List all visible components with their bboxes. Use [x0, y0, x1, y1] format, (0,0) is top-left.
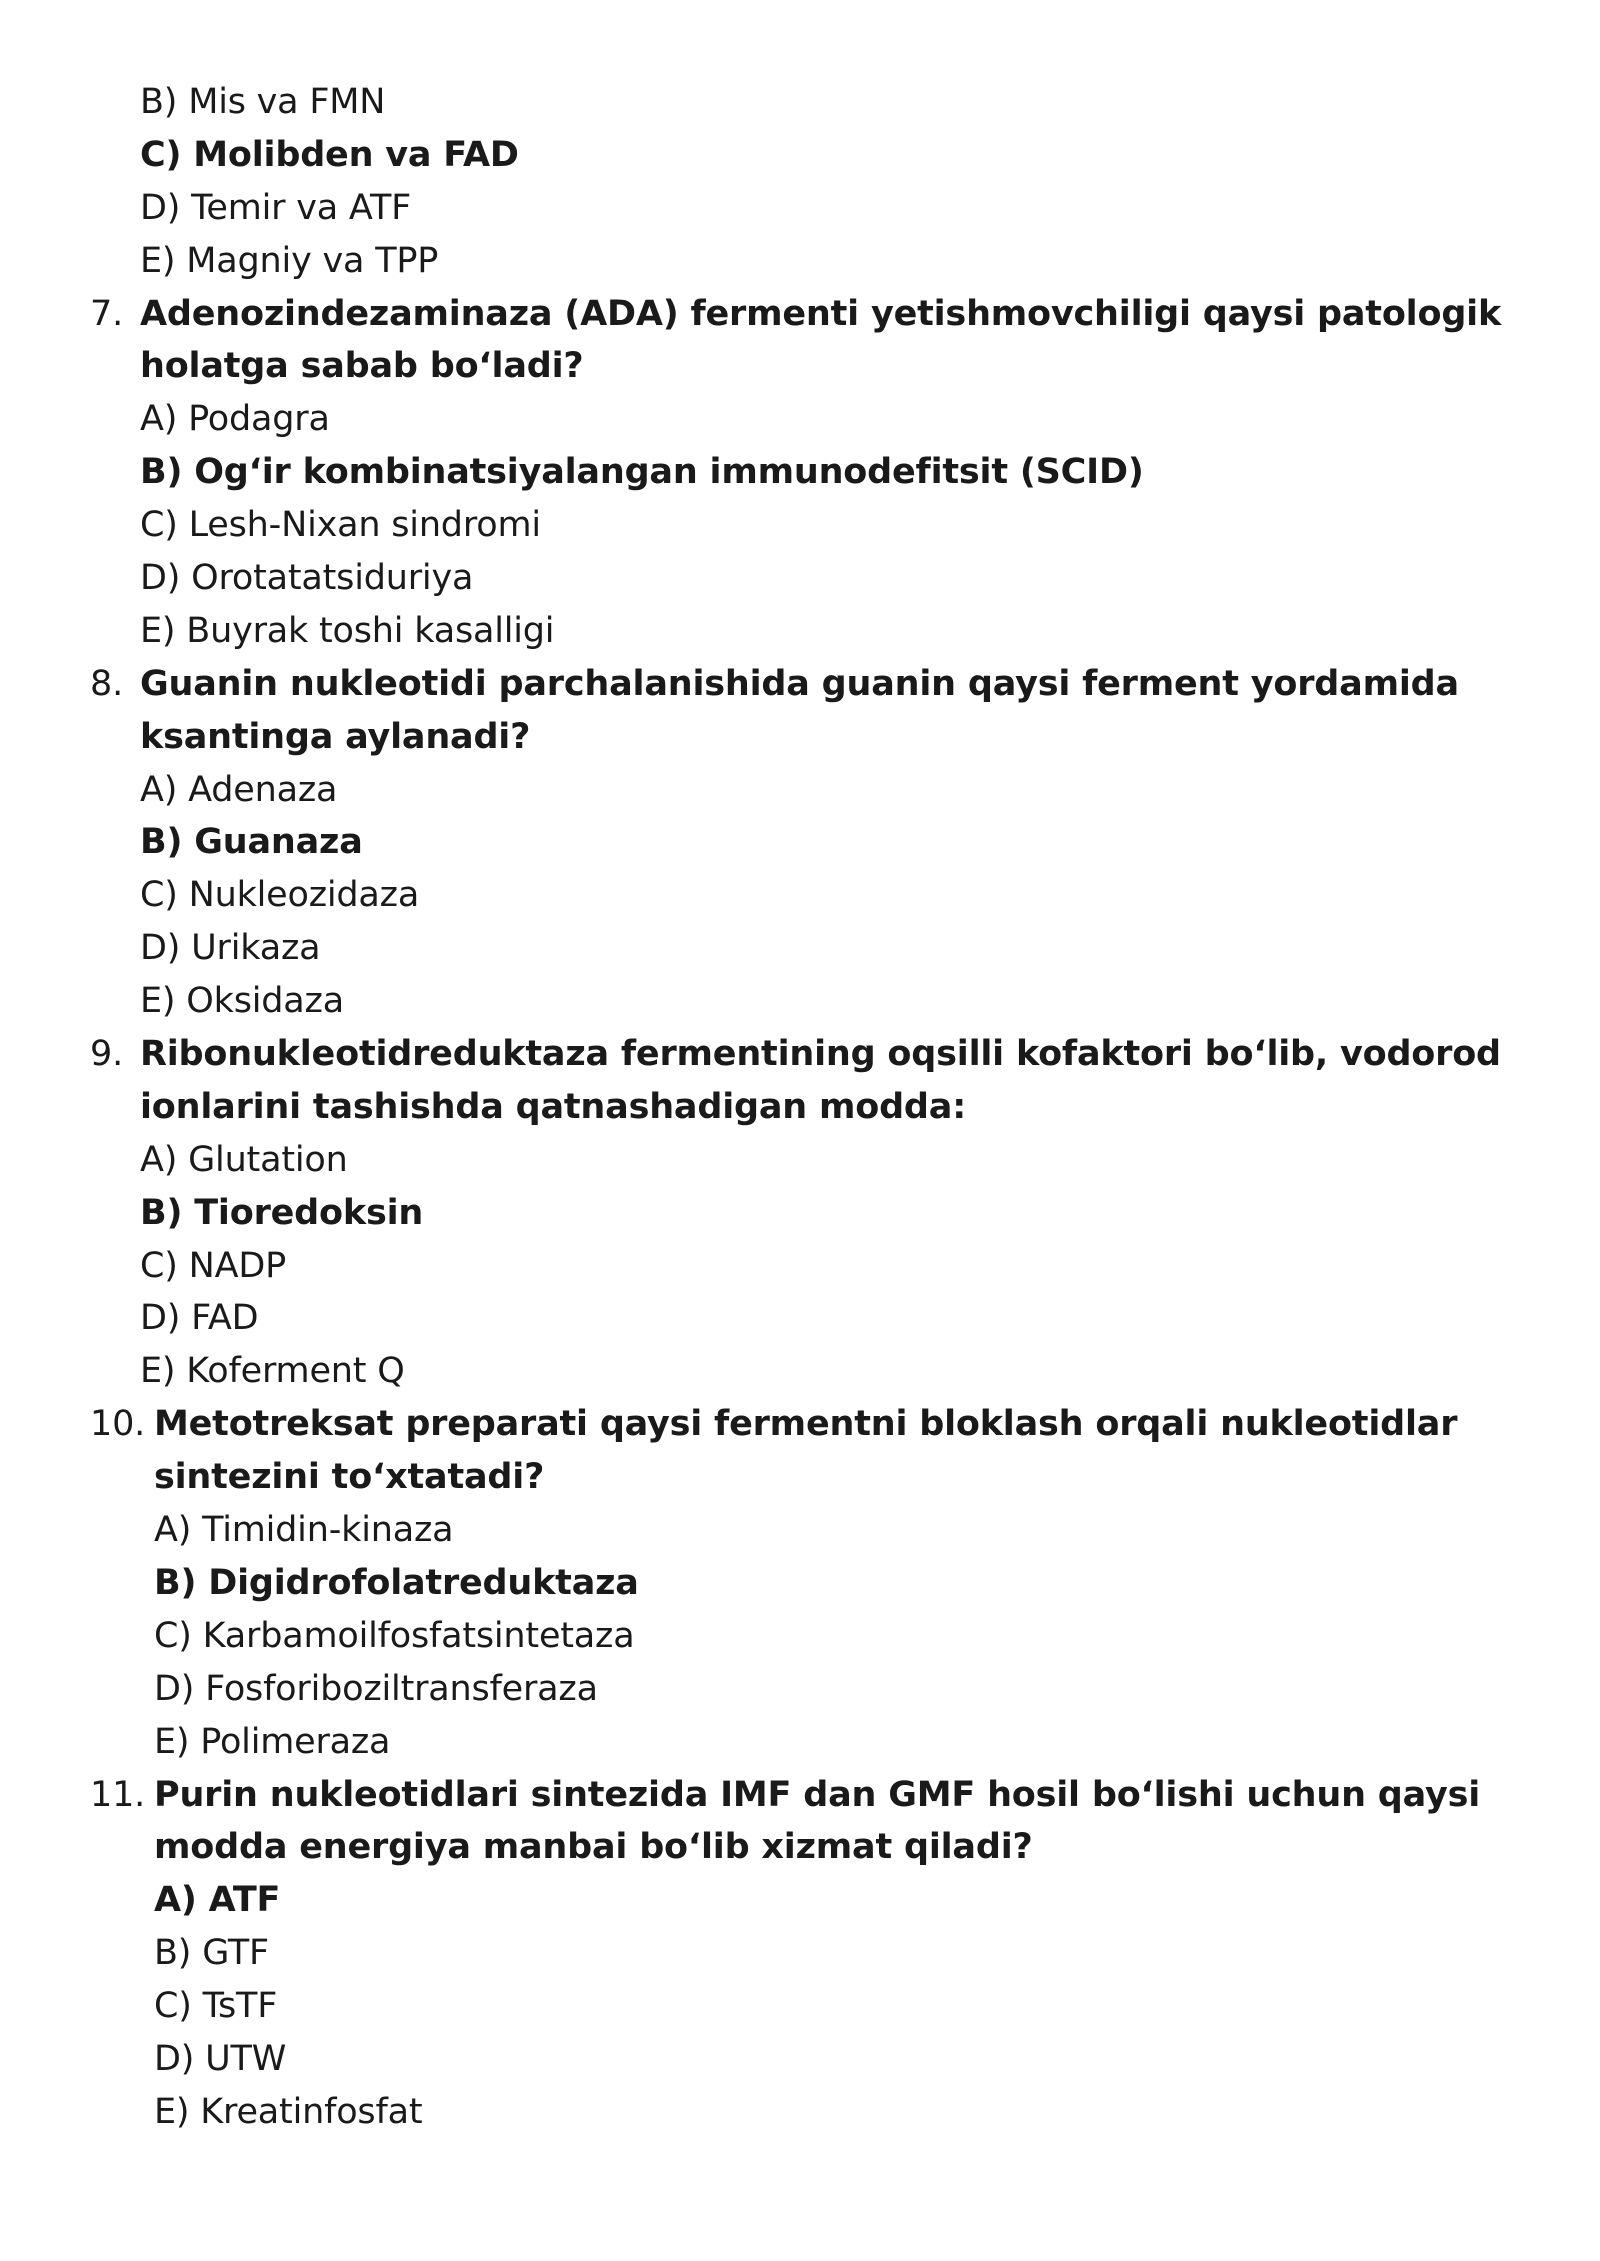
option: C) NADP — [140, 1245, 286, 1286]
option-correct: B) Tioredoksin — [140, 1192, 424, 1233]
option: B) GTF — [154, 1933, 269, 1974]
question-text-line — [0, 658, 1600, 711]
question-text-line: holatga sabab bo‘ladi? — [140, 346, 584, 387]
option-correct: B) Og‘ir kombinatsiyalangan immunodefitsit (SCID) — [140, 452, 1144, 493]
option: E) Koferment Q — [140, 1351, 405, 1392]
option: D) FAD — [140, 1298, 259, 1339]
question-text-line — [0, 1028, 1600, 1081]
option: A) Podagra — [140, 399, 330, 440]
prev-question-options — [0, 76, 1600, 288]
question-number: 7. — [90, 293, 123, 334]
question-text: Ribonukleotidreduktaza fermentining oqsilli kofaktori bo‘lib, vodorod — [140, 1034, 1501, 1075]
option: D) Urikaza — [140, 928, 321, 969]
option: C) TsTF — [154, 1986, 278, 2027]
option: E) Polimeraza — [154, 1721, 391, 1762]
option-correct: C) Molibden va FAD — [140, 134, 519, 175]
option: D) Temir va ATF — [140, 187, 412, 228]
option: D) Fosforiboziltransferaza — [154, 1668, 598, 1709]
option: C) Nukleozidaza — [140, 875, 420, 916]
question-text: Guanin nukleotidi parchalanishida guanin qaysi ferment yordamida — [140, 663, 1459, 704]
question-text-line: ksantinga aylanadi? — [140, 716, 531, 757]
question-number: 11. — [90, 1774, 146, 1815]
question-text-line: sintezini to‘xtatadi? — [154, 1457, 545, 1498]
option: B) Mis va FMN — [140, 82, 386, 122]
question-number: 10. — [90, 1404, 146, 1445]
option: E) Oksidaza — [140, 981, 344, 1022]
option: C) Lesh-Nixan sindromi — [140, 505, 541, 546]
question-text-line: ionlarini tashishda qatnashadigan modda: — [140, 1086, 967, 1127]
question-number: 8. — [90, 663, 123, 704]
question-text: Adenozindezaminaza (ADA) fermenti yetishmovchiligi qaysi patologik — [140, 293, 1502, 334]
option: E) Buyrak toshi kasalligi — [140, 610, 555, 651]
question-text-line — [0, 288, 1600, 341]
question-text: Purin nukleotidlari sintezida IMF dan GMF hosil bo‘lishi uchun qaysi — [154, 1774, 1481, 1815]
option: D) Orotatatsiduriya — [140, 558, 474, 599]
question-text-line — [0, 1398, 1600, 1451]
option: E) Magniy va TPP — [140, 240, 439, 281]
question-text-line — [0, 1769, 1600, 1822]
option-correct: B) Digidrofolatreduktaza — [154, 1562, 639, 1603]
option-correct: A) ATF — [154, 1880, 281, 1921]
option-correct: B) Guanaza — [140, 822, 363, 863]
question-text: Metotreksat preparati qaysi fermentni bloklash orqali nukleotidlar — [154, 1404, 1458, 1445]
option: A) Timidin-kinaza — [154, 1510, 454, 1551]
option: D) UTW — [154, 2038, 287, 2079]
question-text-line: modda energiya manbai bo‘lib xizmat qiladi? — [154, 1827, 1033, 1868]
question-9 — [0, 1028, 1600, 1398]
option: C) Karbamoilfosfatsintetaza — [154, 1615, 635, 1656]
question-number: 9. — [90, 1034, 123, 1075]
option: A) Glutation — [140, 1139, 348, 1180]
option: E) Kreatinfosfat — [154, 2091, 423, 2132]
question-10 — [0, 1398, 1600, 1768]
quiz-content — [0, 76, 1600, 2139]
question-11 — [0, 1769, 1600, 2139]
option: A) Adenaza — [140, 769, 338, 810]
question-8 — [0, 658, 1600, 1028]
question-7 — [0, 288, 1600, 658]
